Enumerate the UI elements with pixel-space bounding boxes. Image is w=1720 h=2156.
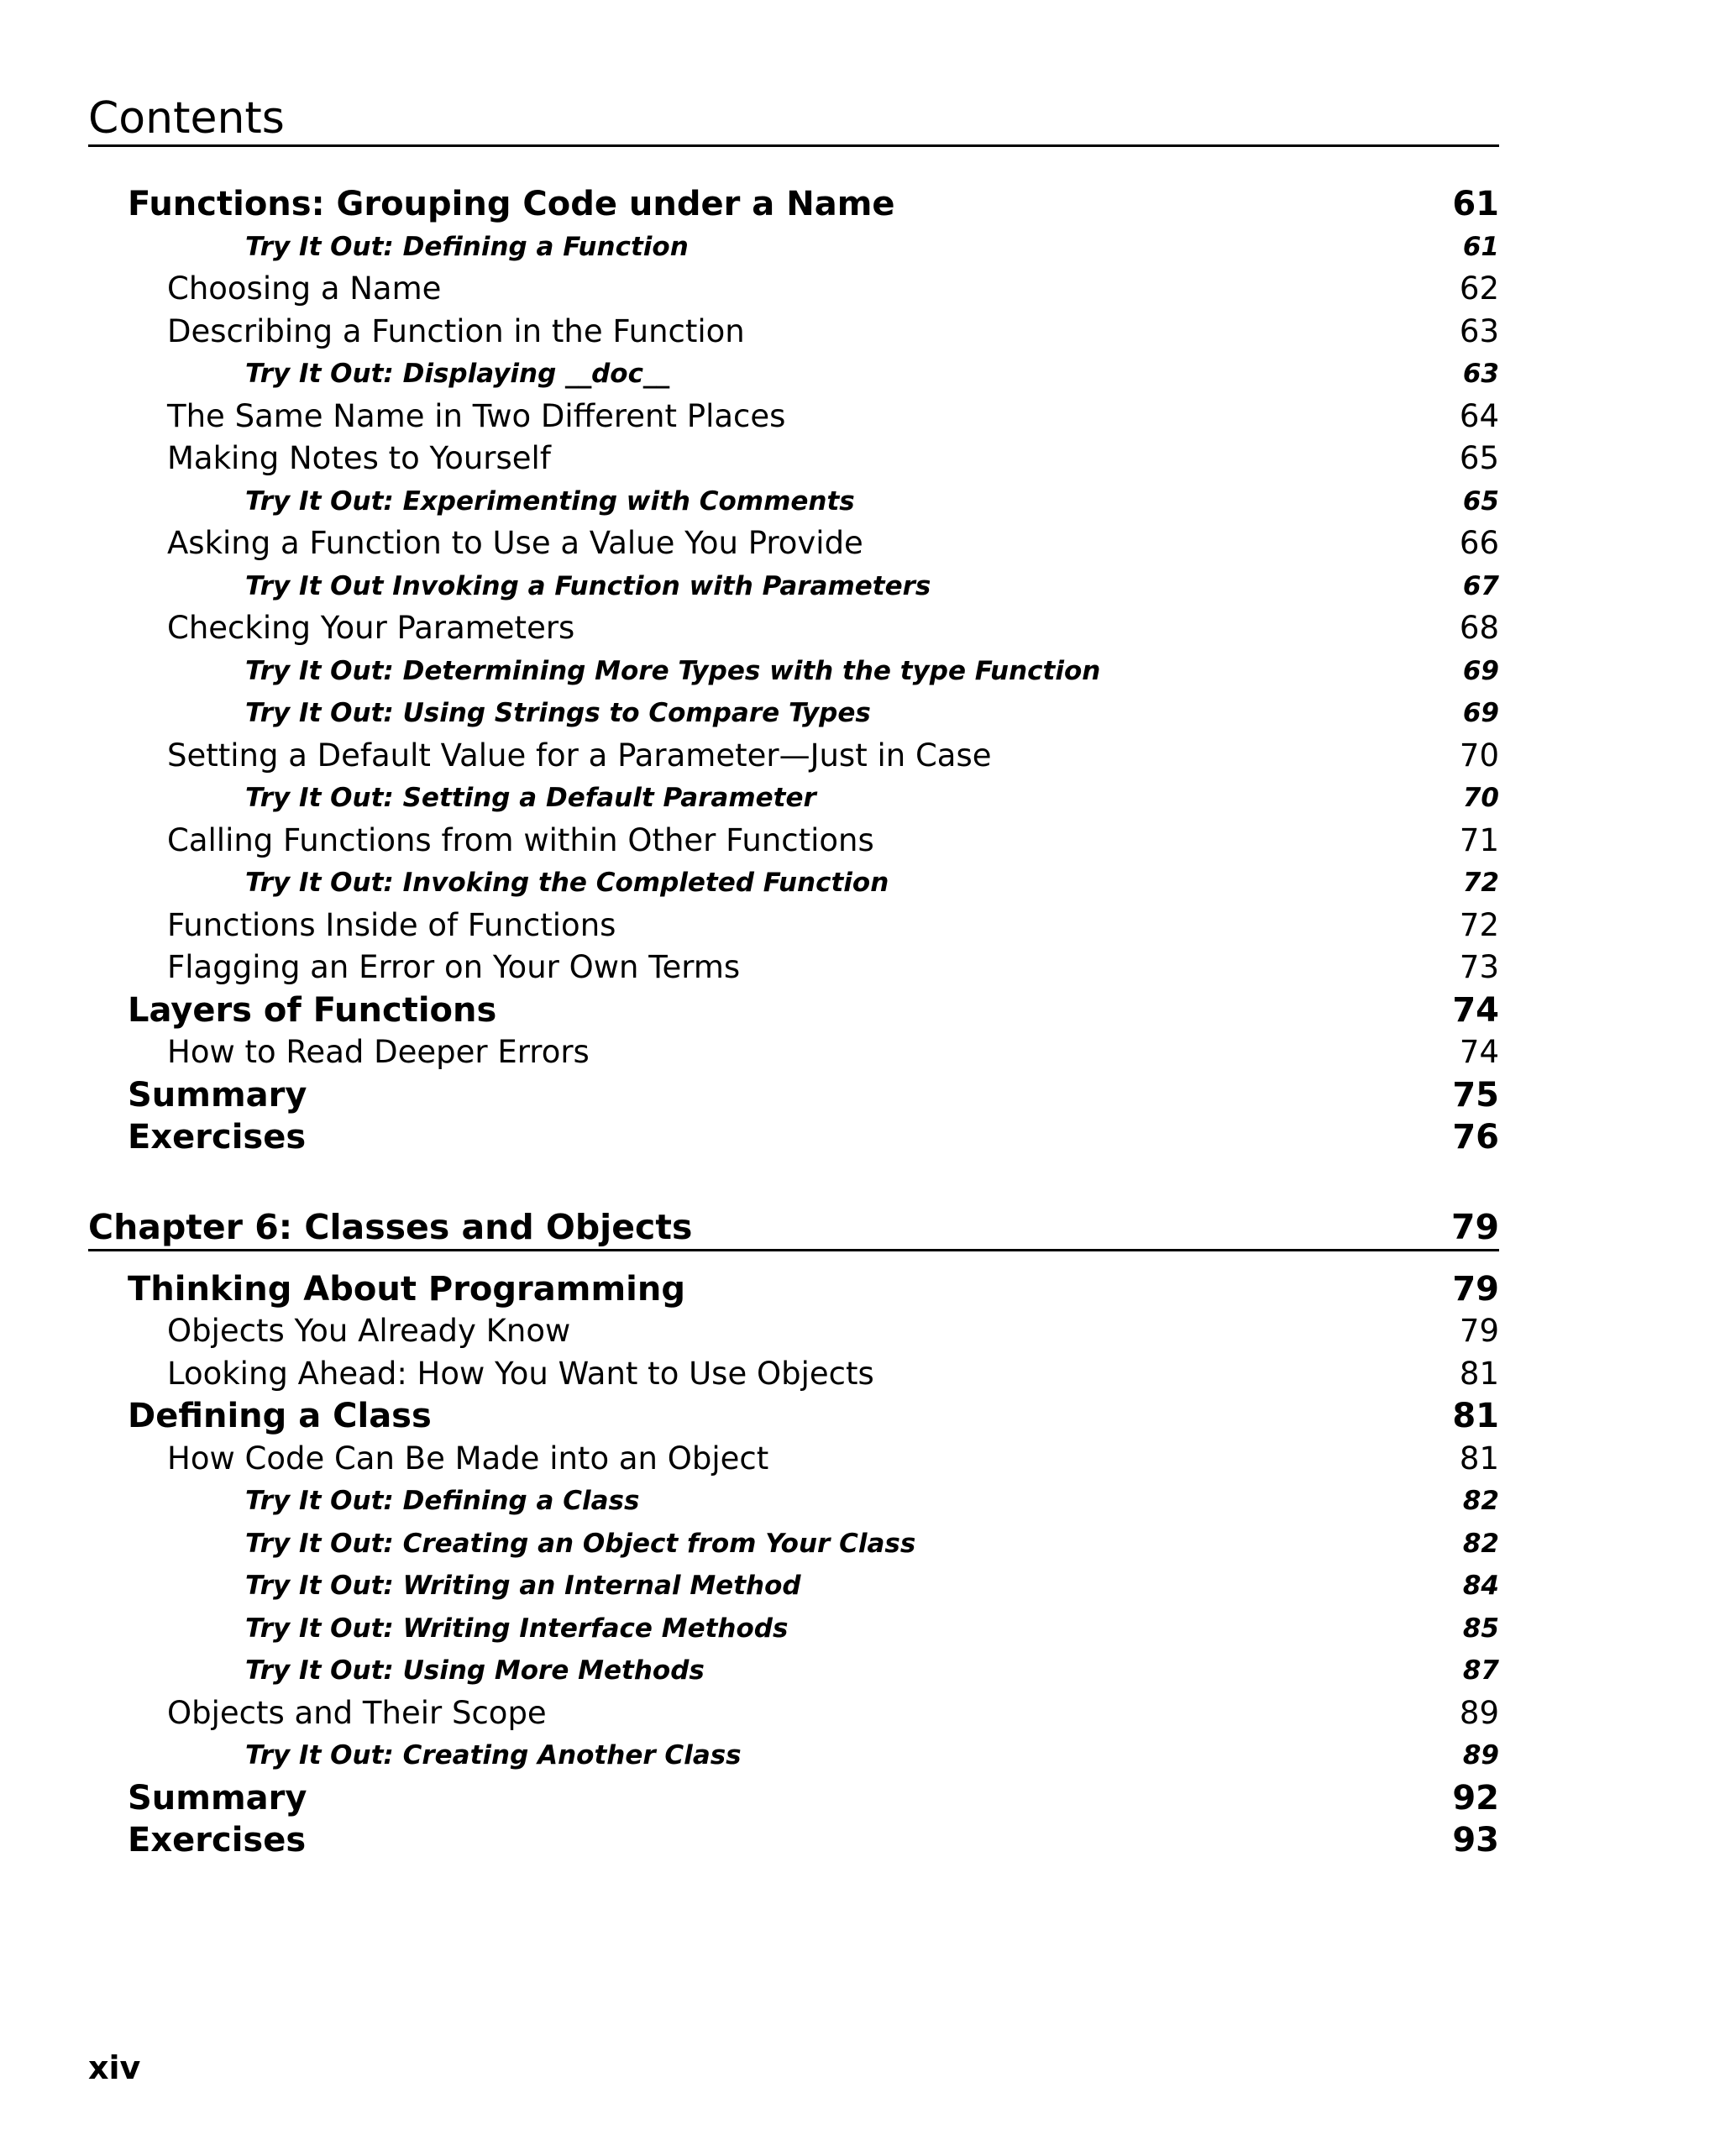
toc-entry-label: Try It Out: Displaying __doc__ bbox=[245, 359, 669, 389]
toc-entry-page: 63 bbox=[1459, 312, 1499, 349]
toc-entry-label: Functions: Grouping Code under a Name bbox=[128, 185, 895, 223]
toc-entry-page: 89 bbox=[1462, 1740, 1499, 1770]
toc-entry-page: 66 bbox=[1459, 525, 1499, 561]
toc-entry-label: Functions Inside of Functions bbox=[167, 906, 616, 943]
toc-entry-label: Looking Ahead: How You Want to Use Objects bbox=[167, 1355, 874, 1392]
toc-entry-page: 92 bbox=[1452, 1778, 1499, 1818]
toc-entry-chapter[interactable] bbox=[88, 1205, 1499, 1251]
toc-entry-page: 63 bbox=[1462, 359, 1499, 389]
toc-entry-label: Asking a Function to Use a Value You Provide bbox=[167, 525, 863, 561]
toc-entry-try[interactable] bbox=[88, 353, 1499, 396]
toc-entry-page: 67 bbox=[1462, 570, 1499, 601]
toc-entry-label: Try It Out: Invoking the Completed Function bbox=[245, 868, 889, 898]
toc-entry-label: How Code Can Be Made into an Object bbox=[167, 1440, 769, 1477]
toc-entry-sub[interactable] bbox=[88, 1353, 1499, 1396]
toc-entry-page: 79 bbox=[1459, 1313, 1499, 1349]
toc-entry-page: 72 bbox=[1459, 906, 1499, 943]
toc-entry-page: 65 bbox=[1462, 485, 1499, 517]
toc-entry-label: Flagging an Error on Your Own Terms bbox=[167, 949, 741, 985]
toc-entry-try[interactable] bbox=[88, 692, 1499, 735]
page-title: Contents bbox=[88, 93, 285, 144]
toc-entry-label: Try It Out: Creating an Object from Your Class bbox=[245, 1528, 916, 1559]
toc-entry-label: Try It Out: Creating Another Class bbox=[245, 1740, 742, 1770]
toc-entry-label: Try It Out: Determining More Types with the type Function bbox=[245, 655, 1101, 686]
toc-entry-page: 76 bbox=[1452, 1118, 1499, 1157]
toc-entry-section[interactable] bbox=[88, 1116, 1499, 1159]
toc-entry-label: Objects You Already Know bbox=[167, 1313, 571, 1349]
toc-entry-page: 69 bbox=[1462, 698, 1499, 728]
toc-entry-label: Chapter 6: Classes and Objects bbox=[88, 1206, 693, 1247]
toc-entry-sub[interactable] bbox=[88, 947, 1499, 989]
toc-entry-page: 70 bbox=[1459, 737, 1499, 774]
toc-entry-label: Summary bbox=[128, 1075, 307, 1115]
toc-entry-label: Making Notes to Yourself bbox=[167, 440, 551, 476]
toc-entry-section[interactable] bbox=[88, 183, 1499, 226]
toc-entry-sub[interactable] bbox=[88, 820, 1499, 863]
toc-entry-section[interactable] bbox=[88, 1074, 1499, 1117]
toc-entry-section[interactable] bbox=[88, 989, 1499, 1032]
toc-entry-page: 79 bbox=[1450, 1206, 1499, 1247]
toc-entry-page: 61 bbox=[1462, 231, 1499, 262]
toc-entry-page: 85 bbox=[1462, 1613, 1499, 1644]
toc-entry-section[interactable] bbox=[88, 1777, 1499, 1820]
toc-entry-sub[interactable] bbox=[88, 1031, 1499, 1074]
toc-entry-label: Describing a Function in the Function bbox=[167, 312, 745, 349]
toc-entry-try[interactable] bbox=[88, 1565, 1499, 1608]
toc-entry-label: Summary bbox=[128, 1778, 307, 1818]
toc-entry-page: 71 bbox=[1459, 821, 1499, 858]
toc-entry-page: 89 bbox=[1459, 1694, 1499, 1731]
toc-entry-sub[interactable] bbox=[88, 1692, 1499, 1735]
page-header bbox=[88, 84, 1499, 147]
toc-entry-page: 87 bbox=[1462, 1655, 1499, 1686]
toc-entry-try[interactable] bbox=[88, 862, 1499, 905]
toc-entry-page: 81 bbox=[1459, 1355, 1499, 1392]
toc-entry-page: 84 bbox=[1462, 1571, 1499, 1601]
toc-entry-page: 68 bbox=[1459, 610, 1499, 646]
toc-entry-page: 69 bbox=[1462, 655, 1499, 686]
toc-entry-try[interactable] bbox=[88, 1523, 1499, 1566]
toc-entry-try[interactable] bbox=[88, 650, 1499, 693]
toc-entry-page: 81 bbox=[1459, 1440, 1499, 1477]
toc-entry-label: How to Read Deeper Errors bbox=[167, 1034, 590, 1070]
toc-entry-try[interactable] bbox=[88, 1480, 1499, 1523]
toc-entry-page: 82 bbox=[1462, 1528, 1499, 1559]
toc-entry-sub[interactable] bbox=[88, 268, 1499, 311]
toc-entry-label: Checking Your Parameters bbox=[167, 610, 575, 646]
toc-entry-label: Try It Out: Writing an Internal Method bbox=[245, 1571, 801, 1601]
toc-entry-label: Exercises bbox=[128, 1118, 307, 1157]
toc-entry-sub[interactable] bbox=[88, 438, 1499, 480]
table-of-contents bbox=[88, 183, 1499, 1862]
toc-entry-label: Objects and Their Scope bbox=[167, 1694, 547, 1731]
toc-entry-page: 62 bbox=[1459, 270, 1499, 307]
toc-entry-label: The Same Name in Two Different Places bbox=[167, 397, 786, 434]
toc-entry-sub[interactable] bbox=[88, 522, 1499, 565]
toc-entry-page: 93 bbox=[1452, 1821, 1499, 1860]
toc-entry-page: 79 bbox=[1452, 1269, 1499, 1309]
toc-entry-label: Choosing a Name bbox=[167, 270, 442, 307]
toc-entry-label: Thinking About Programming bbox=[128, 1269, 685, 1309]
toc-entry-page: 65 bbox=[1459, 440, 1499, 476]
toc-entry-sub[interactable] bbox=[88, 396, 1499, 438]
toc-entry-try[interactable] bbox=[88, 226, 1499, 269]
toc-entry-label: Try It Out: Using More Methods bbox=[245, 1655, 705, 1686]
toc-entry-page: 61 bbox=[1452, 185, 1499, 223]
toc-entry-page: 70 bbox=[1462, 783, 1499, 813]
toc-entry-try[interactable] bbox=[88, 1608, 1499, 1650]
toc-entry-sub[interactable] bbox=[88, 1438, 1499, 1481]
toc-entry-try[interactable] bbox=[88, 565, 1499, 608]
toc-entry-sub[interactable] bbox=[88, 905, 1499, 947]
toc-entry-label: Try It Out: Writing Interface Methods bbox=[245, 1613, 789, 1644]
toc-entry-label: Try It Out: Setting a Default Parameter bbox=[245, 783, 816, 813]
toc-entry-label: Exercises bbox=[128, 1821, 307, 1860]
toc-entry-page: 81 bbox=[1452, 1397, 1499, 1435]
toc-entry-sub[interactable] bbox=[88, 735, 1499, 778]
toc-entry-try[interactable] bbox=[88, 1734, 1499, 1777]
toc-entry-try[interactable] bbox=[88, 480, 1499, 523]
toc-entry-page: 82 bbox=[1462, 1486, 1499, 1516]
toc-entry-section[interactable] bbox=[88, 1395, 1499, 1438]
toc-entry-section[interactable] bbox=[88, 1819, 1499, 1862]
toc-entry-label: Defining a Class bbox=[128, 1397, 432, 1435]
toc-entry-label: Calling Functions from within Other Functions bbox=[167, 821, 874, 858]
toc-entry-try[interactable] bbox=[88, 777, 1499, 820]
toc-entry-page: 74 bbox=[1452, 990, 1499, 1030]
toc-entry-page: 64 bbox=[1459, 397, 1499, 434]
toc-entry-page: 73 bbox=[1459, 949, 1499, 985]
toc-entry-sub[interactable] bbox=[88, 607, 1499, 650]
toc-entry-label: Setting a Default Value for a Parameter—Just in Case bbox=[167, 737, 992, 774]
toc-entry-section[interactable] bbox=[88, 1268, 1499, 1311]
toc-entry-page: 75 bbox=[1452, 1075, 1499, 1115]
page-number: xiv bbox=[88, 2049, 141, 2086]
toc-entry-sub[interactable] bbox=[88, 311, 1499, 354]
toc-entry-page: 72 bbox=[1462, 868, 1499, 898]
toc-entry-try[interactable] bbox=[88, 1650, 1499, 1692]
toc-entry-label: Try It Out Invoking a Function with Parameters bbox=[245, 570, 931, 601]
toc-entry-label: Try It Out: Defining a Function bbox=[245, 231, 689, 262]
toc-entry-label: Try It Out: Using Strings to Compare Types bbox=[245, 698, 871, 728]
toc-entry-label: Try It Out: Defining a Class bbox=[245, 1486, 640, 1516]
toc-entry-sub[interactable] bbox=[88, 1310, 1499, 1353]
toc-entry-page: 74 bbox=[1459, 1034, 1499, 1070]
toc-entry-label: Try It Out: Experimenting with Comments bbox=[245, 485, 855, 517]
toc-entry-label: Layers of Functions bbox=[128, 990, 497, 1030]
